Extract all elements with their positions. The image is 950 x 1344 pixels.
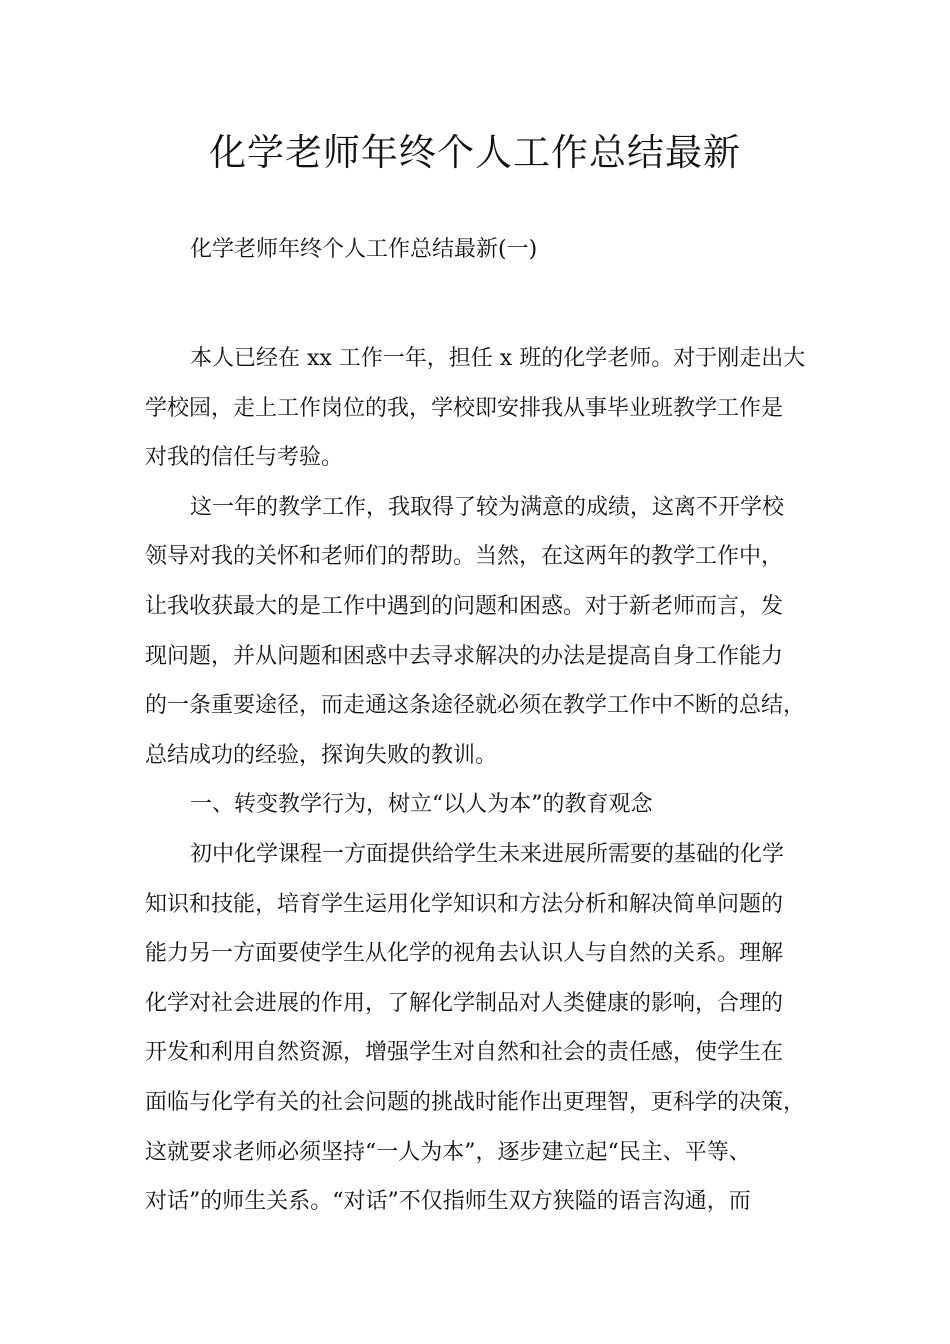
paragraph-line: 的一条重要途径，而走通这条途径就必须在教学工作中不断的总结， [145,693,806,719]
paragraph-line: 能力另一方面要使学生从化学的视角去认识人与自然的关系。理解 [145,941,784,967]
paragraph-line: 本人已经在 xx 工作一年，担任 x 班的化学老师。对于刚走出大 [190,346,806,371]
paragraph-line: 对我的信任与考验。 [145,445,344,471]
document-title: 化学老师年终个人工作总结最新 [209,131,741,174]
paragraph-achievements [145,483,835,781]
paragraph-line: 现问题，并从问题和困惑中去寻求解决的办法是提高自身工作能力 [145,643,784,669]
section-heading-text: 一、转变教学行为，树立“以人为本”的教育观念 [190,792,653,818]
section-heading [145,780,835,830]
paragraph-line: 这就要求老师必须坚持“一人为本”，逐步建立起“民主、平等、 [145,1139,751,1165]
paragraph-line: 面临与化学有关的社会问题的挑战时能作出更理智，更科学的决策， [145,1089,806,1115]
paragraph-line: 知识和技能，培育学生运用化学知识和方法分析和解决简单问题的 [145,891,784,917]
paragraph-intro [145,334,835,483]
paragraph-line: 让我收获最大的是工作中遇到的问题和困惑。对于新老师而言，发 [145,593,784,619]
paragraph-line: 开发和利用自然资源，增强学生对自然和社会的责任感，使学生在 [145,1040,784,1066]
paragraph-line: 初中化学课程一方面提供给学生未来进展所需要的基础的化学 [190,841,785,867]
document-body [145,334,835,1227]
paragraph-curriculum [145,830,835,1227]
paragraph-line: 学校园，走上工作岗位的我，学校即安排我从事毕业班教学工作是 [145,395,784,421]
paragraph-line: 总结成功的经验，探询失败的教训。 [145,742,498,768]
paragraph-line: 对话”的师生关系。“对话”不仅指师生双方狭隘的语言沟通，而 [145,1189,751,1215]
document-subtitle: 化学老师年终个人工作总结最新(一) [190,237,538,262]
paragraph-line: 这一年的教学工作，我取得了较为满意的成绩，这离不开学校 [190,494,785,520]
paragraph-line: 化学对社会进展的作用，了解化学制品对人类健康的影响，合理的 [145,990,784,1016]
paragraph-line: 领导对我的关怀和老师们的帮助。当然，在这两年的教学工作中， [145,544,784,570]
